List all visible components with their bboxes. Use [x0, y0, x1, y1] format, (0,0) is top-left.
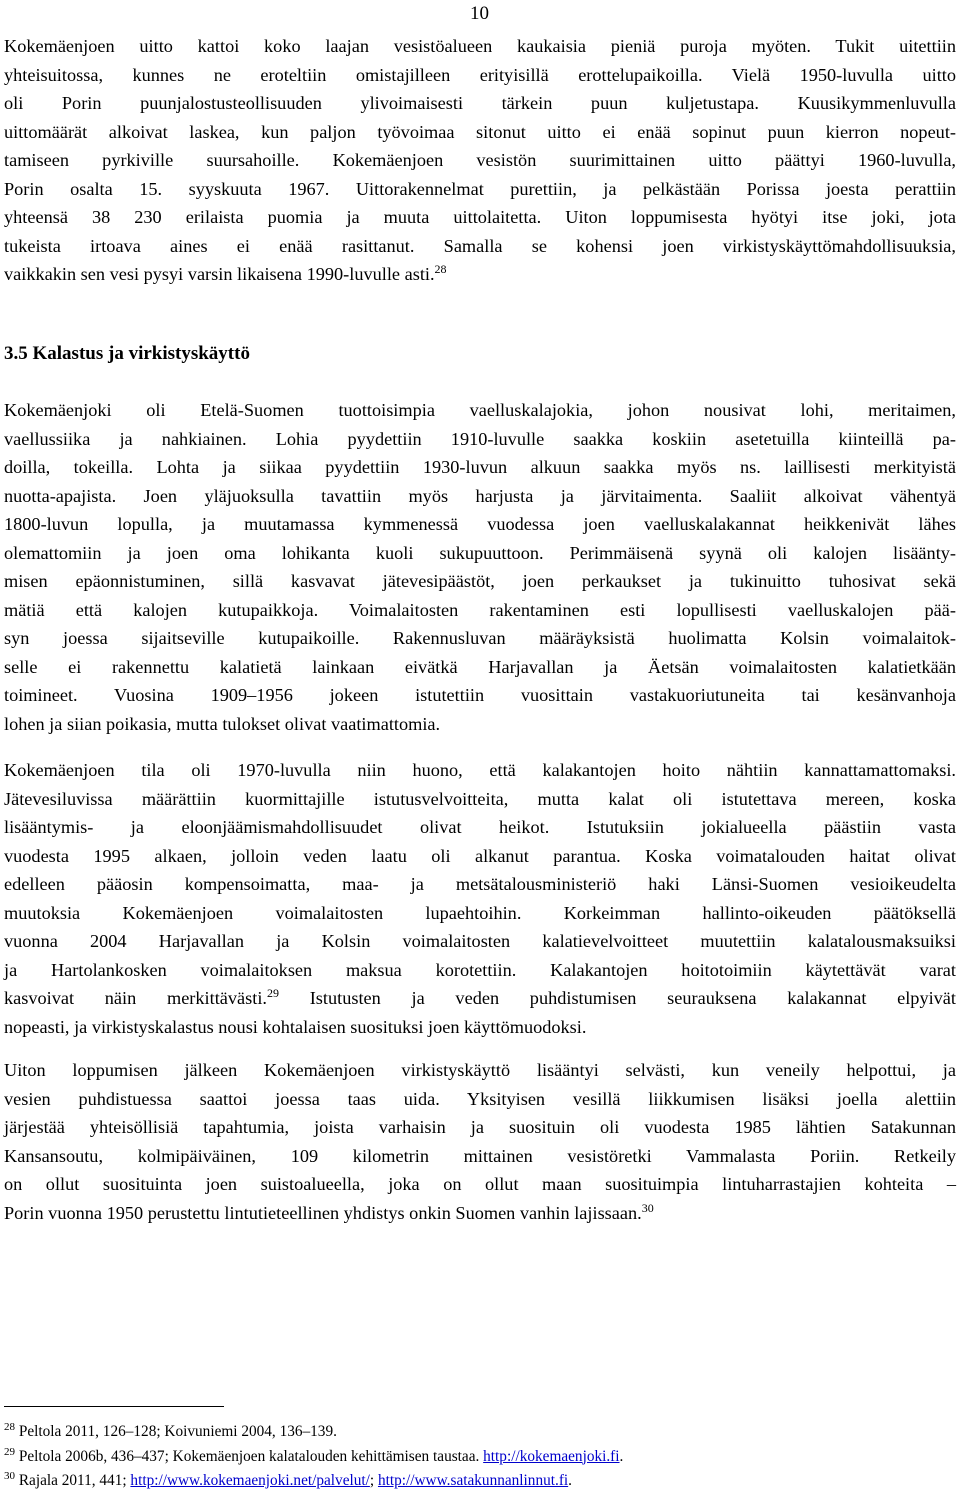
- text-line: Uiton loppumisen jälkeen Kokemäenjoen virkistyskäyttö lisääntyi selvästi, kun veneily helpottui, ja: [4, 1060, 956, 1080]
- text-segment: Porin vuonna 1950 perustettu lintutieteellinen yhdistys onkin Suomen vanhin lajissaan.: [4, 1202, 642, 1223]
- text-line: tukeista irtoava aines ei enää rasittanut. Samalla se kohensi joen virkistyskäyttömahdollisuuksia,: [4, 235, 956, 256]
- footnote-number: 29: [4, 1445, 15, 1458]
- footnote-text: Peltola 2006b, 436–437; Kokemäenjoen kalatalouden kehittämisen taustaa.: [18, 1447, 484, 1465]
- text-line: vaellussiika ja nahkiainen. Lohia pyydettiin 1910-luvulle saakka koskiin asetetuilla kiinteillä pa-: [4, 428, 956, 449]
- text-line: olemattomiin ja joen oma lohikanta kuoli sukupuuttoon. Perimmäisenä syynä oli kalojen lisäänty-: [4, 542, 956, 563]
- footnote-text: Peltola 2011, 126–128; Koivuniemi 2004, 136–139.: [18, 1423, 337, 1440]
- text-line: nopeasti, ja virkistyskalastus nousi kohtalaisen suosituksi joen käyttömuodoksi.: [4, 1016, 587, 1037]
- footnote-number: 28: [4, 1421, 15, 1433]
- footnote-number: 30: [4, 1470, 15, 1482]
- text-line: uittomäärät alkoivat laskea, kun paljon työvoimaa sitonut uitto ei enää sopinut puun kierron nopeut-: [4, 121, 956, 142]
- text-line: doilla, tokeilla. Lohta ja siikaa pyydettiin 1930-luvun alkuun saakka myös ns. laillisesti merkityistä: [4, 457, 956, 477]
- text-line: selle ei rakennettu kalatietä lainkaan eivätkä Harjavallan ja Äetsän voimalaitosten kalatietkään: [4, 656, 956, 677]
- text-line: syn joessa sijaitseville kutupaikoille. Rakennusluvan määräyksistä huolimatta Kolsin voimalaitok-: [4, 628, 956, 648]
- text-line: tamiseen pyrkiville suursahoille. Kokemäenjoen vesistön suurimittainen uitto päättyi 1960-luvulla,: [4, 150, 956, 170]
- text-line: Kansansoutu, kolmipäiväinen, 109 kilometrin mittainen vesistöretki Vammalasta Poriin. Retkeily: [4, 1145, 956, 1166]
- footnote-link[interactable]: http://kokemaenjoki.fi: [483, 1447, 620, 1465]
- footnote-29: [4, 1445, 944, 1470]
- paragraph-fishing: [4, 396, 956, 738]
- text-line: yhteensä 38 230 erilaista puomia ja muuta uittolaitetta. Uiton loppumisesta hyötyi itse joki, jota: [4, 207, 956, 227]
- text-line: mätiä että kalojen kutupaikkoja. Voimalaitosten rakentaminen esti lopullisesti vaelluskalojen pää-: [4, 599, 956, 620]
- footnote-ref-29[interactable]: 29: [267, 986, 279, 1000]
- paragraph-recreation: [4, 1056, 956, 1227]
- footnote-text: .: [619, 1447, 624, 1465]
- footnote-text: ;: [369, 1472, 378, 1489]
- text-segment: vaikkakin sen vesi pysyi varsin likaisena 1990-luvulle asti.: [4, 264, 435, 284]
- text-line: lisääntymis- ja eloonjäämismahdollisuudet olivat heikot. Istutuksiin jokialueella päästiin vasta: [4, 817, 956, 837]
- text-line: misen epäonnistuminen, sillä kasvavat jätevesipäästöt, joen perkaukset ja tukinuitto tuhosivat sekä: [4, 571, 956, 591]
- footnotes: [4, 1420, 944, 1494]
- text-line: lohen ja siian poikasia, mutta tulokset olivat vaatimattomia.: [4, 713, 441, 734]
- section-heading: 3.5 Kalastus ja virkistyskäyttö: [4, 343, 250, 364]
- footnote-30: [4, 1469, 944, 1494]
- text-line: Porin osalta 15. syyskuuta 1967. Uittorakennelmat purettiin, ja pelkästään Porissa joesta perattiin: [4, 178, 956, 199]
- text-line: ja Hartolankosken voimalaitoksen maksua korotettiin. Kalakantojen hoitotoimiin käytettävät varat: [4, 959, 956, 980]
- text-line: muutoksia Kokemäenjoen voimalaitosten lupaehtoihin. Korkeimman hallinto-oikeuden päätöksellä: [4, 902, 956, 923]
- text-line: [4, 984, 956, 1013]
- text-line: nuotta-apajista. Joen yläjuoksulla tavattiin myös harjusta ja järvitaimenta. Saaliit alkoivat vähentyä: [4, 485, 956, 506]
- text-line: vuonna 2004 Harjavallan ja Kolsin voimalaitosten kalatievelvoitteet muutettiin kalatalousmaksuiksi: [4, 931, 956, 951]
- text-line: 1800-luvun lopulla, ja muutamassa kymmenessä vuodessa joen vaelluskalakannat heikkenivät lähes: [4, 514, 956, 534]
- footnote-ref-28[interactable]: 28: [434, 262, 447, 276]
- text-line: toimineet. Vuosina 1909–1956 jokeen istutettiin vuosittain vastakuoriutuneita tai kesänvanhoja: [4, 685, 956, 705]
- page-number: 10: [470, 3, 489, 24]
- paragraph-log-floating: [4, 32, 956, 289]
- text-line: Kokemäenjoen tila oli 1970-luvulla niin huono, että kalakantojen hoito nähtiin kannattamattomaksi.: [4, 760, 956, 780]
- text-line: [4, 1199, 956, 1228]
- paragraph-1970s: [4, 756, 956, 1041]
- footnote-ref-30[interactable]: 30: [641, 1200, 654, 1215]
- text-segment: kasvoivat näin merkittävästi.: [4, 988, 267, 1008]
- text-line: vesien puhdistuessa saattoi joessa taas uida. Yksityisen vesillä liikkumisen lisäksi joella alettiin: [4, 1088, 956, 1109]
- text-line: Kokemäenjoki oli Etelä-Suomen tuottoisimpia vaelluskalajokia, johon nousivat lohi, meritaimen,: [4, 400, 956, 420]
- text-line: järjestää yhteisöllisiä tapahtumia, joista varhaisin ja suosituin oli vuodesta 1985 lähtien Satakunnan: [4, 1117, 956, 1137]
- text-line: vuodesta 1995 alkaen, jolloin veden laatu oli alkanut parantua. Koska voimatalouden haitat olivat: [4, 845, 956, 866]
- text-line: yhteisuitossa, kunnes ne eroteltiin omistajilleen erityisillä erottelupaikoilla. Vielä 1950-luvulla uitto: [4, 64, 956, 85]
- text-line: on ollut suosituinta joen suistoalueella, joka on ollut maan suosituimpia lintuharrastajien kohteita –: [4, 1174, 956, 1194]
- text-line: Jätevesiluvissa määrättiin kuormittajille istutusvelvoitteita, mutta kalat oli istutettava mereen, koska: [4, 788, 956, 809]
- text-line: oli Porin puunjalostusteollisuuden ylivoimaisesti tärkein puun kuljetustapa. Kuusikymmenluvulla: [4, 93, 956, 113]
- footnote-divider: [4, 1406, 224, 1407]
- text-line: Kokemäenjoen uitto kattoi koko laajan vesistöalueen kaukaisia pieniä puroja myöten. Tukit uitettiin: [4, 36, 956, 56]
- footnote-text: .: [568, 1472, 572, 1489]
- text-line: edelleen pääosin kompensoimatta, maa- ja metsätalousministeriö haki Länsi-Suomen vesioikeudelta: [4, 874, 956, 894]
- footnote-link[interactable]: http://www.kokemaenjoki.net/palvelut/: [130, 1472, 370, 1489]
- footnote-28: [4, 1420, 944, 1445]
- footnote-link[interactable]: http://www.satakunnanlinnut.fi: [377, 1472, 569, 1489]
- footnote-text: Rajala 2011, 441;: [18, 1472, 131, 1489]
- text-segment: Istutusten ja veden puhdistumisen seurauksena kalakannat elpyivät: [279, 988, 957, 1008]
- text-line: [4, 260, 956, 289]
